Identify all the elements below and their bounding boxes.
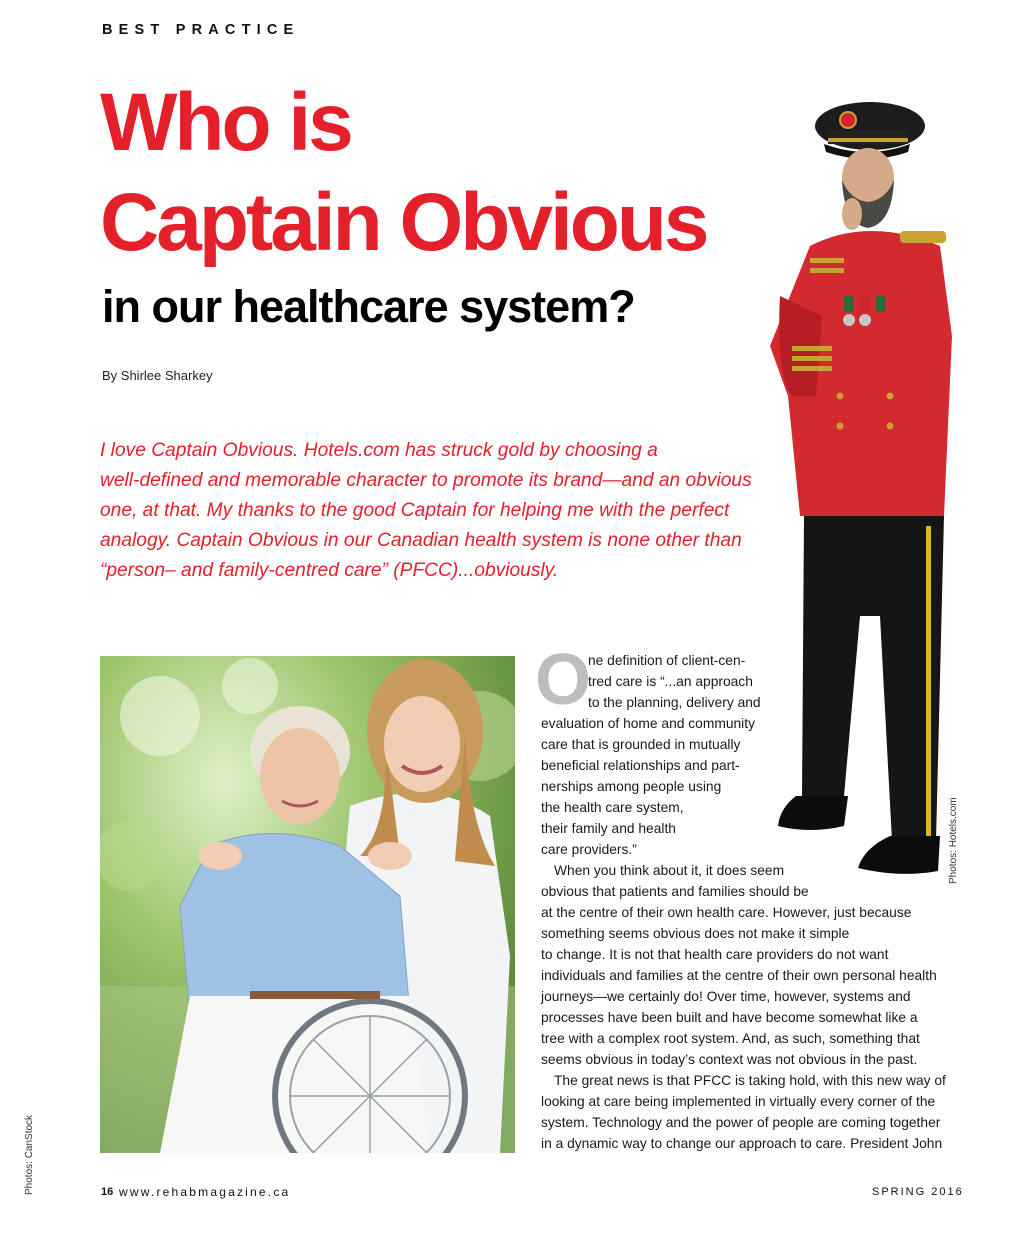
body-line: tred care is “...an approach: [588, 674, 753, 689]
body-line: their family and health: [541, 821, 676, 836]
body-line: ne definition of client-cen-: [588, 653, 746, 668]
body-line: nerships among people using: [541, 779, 722, 794]
body-line: something seems obvious does not make it simple: [541, 926, 850, 941]
body-line: evaluation of home and community: [541, 716, 755, 731]
photo-credit-canstock: Photos: CanStock: [24, 1114, 35, 1195]
page-number: 16: [101, 1186, 114, 1198]
footer-issue: SPRING 2016: [872, 1186, 964, 1198]
body-line: journeys—we certainly do! Over time, however, systems and: [541, 989, 911, 1004]
headline-line-1: Who is: [100, 77, 351, 168]
caregiver-photo: [100, 656, 515, 1153]
headline-line-2: Captain Obvious: [100, 177, 707, 268]
body-line: to change. It is not that health care providers do not want: [541, 947, 889, 962]
body-line: looking at care being implemented in virtually every corner of the: [541, 1094, 936, 1109]
article-paragraph-2: [541, 860, 937, 1070]
byline: By Shirlee Sharkey: [102, 368, 213, 383]
photo-credit-hotels: Photos: Hotels.com: [948, 797, 959, 884]
intro-line: one, at that. My thanks to the good Captain for helping me with the perfect: [100, 500, 730, 521]
body-line: the health care system,: [541, 800, 684, 815]
body-line: The great news is that PFCC is taking hold, with this new way of: [554, 1073, 946, 1088]
body-line: care providers.”: [541, 842, 637, 857]
headline-subtitle: in our healthcare system?: [102, 281, 635, 332]
intro-line: I love Captain Obvious. Hotels.com has struck gold by choosing a: [100, 440, 658, 461]
article-paragraph-1: [541, 713, 755, 860]
body-line: in a dynamic way to change our approach to care. President John: [541, 1136, 943, 1151]
intro-line: well-defined and memorable character to promote its brand—and an obvious: [100, 470, 752, 491]
body-line: tree with a complex root system. And, as such, something that: [541, 1031, 920, 1046]
body-line: at the centre of their own health care. However, just because: [541, 905, 912, 920]
captain-obvious-figure: [740, 96, 960, 886]
body-line: beneficial relationships and part-: [541, 758, 740, 773]
body-line: system. Technology and the power of people are coming together: [541, 1115, 941, 1130]
article-paragraph-1-dropcap: [588, 650, 761, 713]
body-line: When you think about it, it does seem: [554, 863, 785, 878]
drop-cap: O: [535, 640, 592, 720]
body-line: obvious that patients and families should be: [541, 884, 809, 899]
footer-url: www.rehabmagazine.ca: [119, 1185, 291, 1199]
body-line: seems obvious in today’s context was not obvious in the past.: [541, 1052, 918, 1067]
body-line: processes have been built and have become somewhat like a: [541, 1010, 918, 1025]
intro-line: “person– and family-centred care” (PFCC)...obviously.: [100, 560, 559, 581]
body-line: individuals and families at the centre of their own personal health: [541, 968, 937, 983]
section-label: BEST PRACTICE: [102, 22, 300, 38]
article-paragraph-3: [541, 1070, 946, 1154]
intro-paragraph: [100, 436, 760, 586]
body-line: care that is grounded in mutually: [541, 737, 741, 752]
body-line: to the planning, delivery and: [588, 695, 761, 710]
intro-line: analogy. Captain Obvious in our Canadian health system is none other than: [100, 530, 742, 551]
